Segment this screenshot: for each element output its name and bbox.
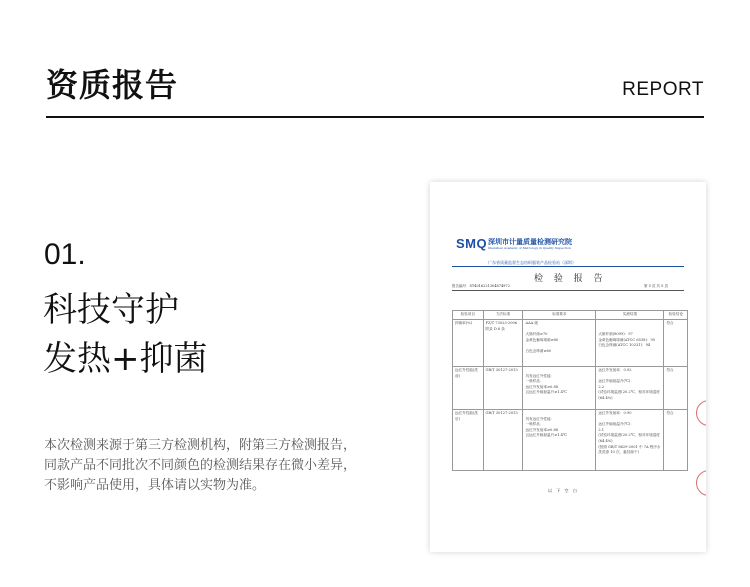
org-name: 深圳市计量质量检测研究院 xyxy=(488,237,572,246)
table-cell: 远红外性能(洗前) xyxy=(453,367,484,410)
cert-header-rule xyxy=(452,266,684,267)
table-cell: 抑菌率(%) xyxy=(453,320,484,367)
column-header: 标准要求 xyxy=(523,311,596,320)
table-cell: 远红外发射率：0.92 远红外辐射温升(℃)： 2.2 (试验环境温度(20.2℃，相对环境湿度(64.4%) xyxy=(596,367,664,410)
headline-line2: 发热+抑菌 xyxy=(43,339,208,379)
report-number: 报告编号：ST4016221304874972 xyxy=(452,284,510,288)
table-row xyxy=(453,320,688,367)
table-cell: 具有远红外性能： 一般样品： 远红外发射率≥0.88 且远红外辐射温升≥1.4℃ xyxy=(523,367,596,410)
column-header: 检验结论 xyxy=(664,311,688,320)
table-cell: FZ/T 73023-2006 附录 D.8 条 xyxy=(483,320,523,367)
end-of-report-text: 以 下 空 白 xyxy=(548,488,579,493)
table-cell: 远红外发射率：0.90 远红外辐射温升(℃)： 2.1 (试验环境温度(20.2℃，相对环境湿度(64.4%) (按照 GB/T 8629-2001 中 7A 程序水洗洗涤 10 次，悬挂晾干) xyxy=(596,410,664,471)
description-line1: 本次检测来源于第三方检测机构，附第三方检测报告， xyxy=(44,438,357,453)
header-divider xyxy=(46,116,704,118)
test-report-image xyxy=(430,182,706,552)
smq-logo: SMQ xyxy=(456,236,488,251)
column-header: 方法标准 xyxy=(483,311,523,320)
cert-title: 检 验 报 告 xyxy=(534,274,607,284)
column-header: 检验项目 xyxy=(453,311,484,320)
table-cell: 远红外性能(洗后) xyxy=(453,410,484,471)
table-cell: 符合 xyxy=(664,367,688,410)
table-cell: GB/T 30127-2013 xyxy=(483,367,523,410)
description-line2: 同款产品不同批次不同颜色的检测结果存在微小差异， xyxy=(44,458,357,473)
org-name-en: Shenzhen Academy of Metrology & Quality Inspection xyxy=(488,246,571,250)
table-row xyxy=(453,410,688,471)
table-cell: 符合 xyxy=(664,320,688,367)
table-cell: AAA 级 大肠杆菌≥70 金黄色葡萄球菌≥80 白色念珠菌≥60 xyxy=(523,320,596,367)
results-table xyxy=(452,310,688,471)
report-label: REPORT xyxy=(622,79,704,100)
table-cell: 大肠杆菌(8099)：97 金黄色葡萄球菌(ATCC 6538)：95 白色念珠菌(ATCC 10231)：94 xyxy=(596,320,664,367)
table-row xyxy=(453,367,688,410)
table-header-row xyxy=(453,311,688,320)
description-line3: 不影响产品使用，具体请以实物为准。 xyxy=(44,478,266,493)
seal-stamp-icon xyxy=(696,400,706,426)
section-number: 01. xyxy=(44,238,86,271)
org-subtitle: 广东省质量监督生态纺织服装产品检验站（深圳） xyxy=(488,260,576,265)
cert-subheader-rule xyxy=(452,290,684,291)
column-header: 实测结果 xyxy=(596,311,664,320)
table-cell: GB/T 30127-2013 xyxy=(483,410,523,471)
headline-line1: 科技守护 xyxy=(43,290,179,330)
table-cell: 具有远红外性能： 一般样品： 远红外发射率≥0.88 且远红外辐射温升≥1.4℃ xyxy=(523,410,596,471)
table-cell: 符合 xyxy=(664,410,688,471)
page-title: 资质报告 xyxy=(46,66,179,104)
seal-stamp-icon xyxy=(696,470,706,496)
page-number: 第 5 页 共 5 页 xyxy=(644,284,669,288)
